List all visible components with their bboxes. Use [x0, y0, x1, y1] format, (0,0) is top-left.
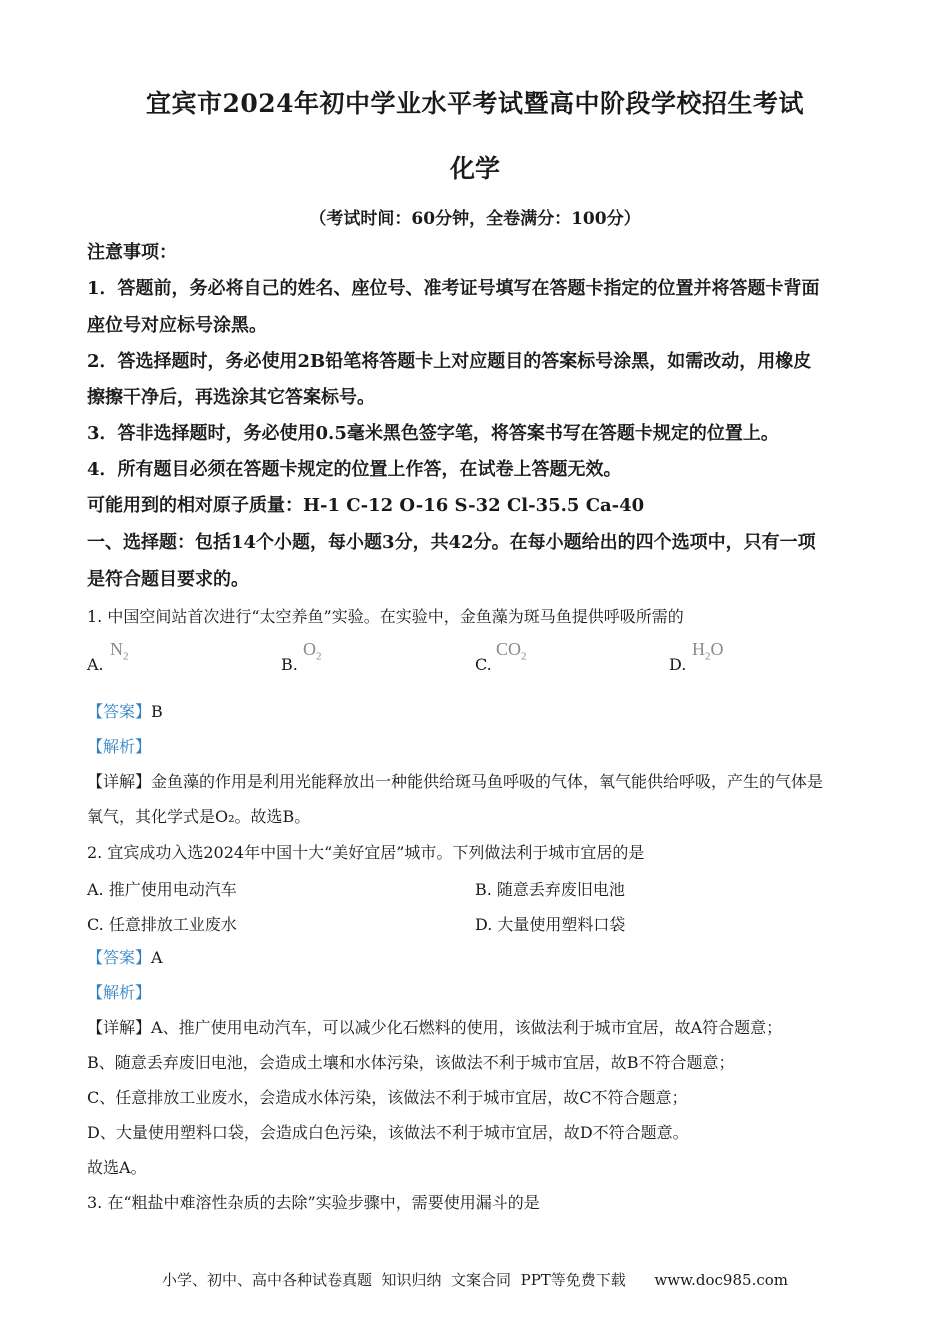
detail-tag: 【详解】 — [87, 1018, 152, 1037]
option-letter: B. — [281, 655, 298, 674]
answer-line — [87, 701, 877, 723]
note-line: 2．答选择题时，务必使用2B铅笔将答题卡上对应题目的答案标号涂黑，如需改动，用橡皮 — [87, 351, 812, 372]
detail-line: D、大量使用塑料口袋，会造成白色污染，该做法不利于城市宜居，故D不符合题意。 — [87, 1123, 689, 1142]
section-heading: 是符合题目要求的。 — [87, 569, 249, 590]
option-letter: D. — [669, 655, 687, 674]
answer-tag: 【答案】 — [87, 702, 152, 721]
option-formula: $O_2$ — [303, 639, 322, 663]
detail-line: B、随意丢弃废旧电池，会造成土壤和水体污染，该做法不利于城市宜居，故B不符合题意； — [87, 1053, 735, 1072]
option-text: D. 大量使用塑料口袋 — [475, 915, 626, 934]
option-letter: C. — [475, 655, 492, 674]
exam-info: （考试时间：60分钟，全卷满分：100分） — [309, 209, 641, 229]
note-line: 3．答非选择题时，务必使用0.5毫米黑色签字笔，将答案书写在答题卡规定的位置上。 — [87, 423, 779, 444]
analysis-tag: 【解析】 — [87, 983, 152, 1002]
question-stem: 2. 宜宾成功入选2024年中国十大“美好宜居”城市。下列做法利于城市宜居的是 — [87, 843, 645, 862]
answer-tag: 【答案】 — [87, 948, 152, 967]
option-text: B. 随意丢弃废旧电池 — [475, 880, 625, 899]
option-formula: $H_2O$ — [692, 639, 724, 663]
note-line: 擦擦干净后，再选涂其它答案标号。 — [87, 387, 375, 408]
note-line: 1．答题前，务必将自己的姓名、座位号、准考证号填写在答题卡指定的位置并将答题卡背面 — [87, 278, 820, 299]
notes-heading: 注意事项： — [87, 242, 177, 263]
exam-title: 宜宾市2024年初中学业水平考试暨高中阶段学校招生考试 — [145, 89, 805, 118]
question-stem: 3. 在“粗盐中难溶性杂质的去除”实验步骤中，需要使用漏斗的是 — [87, 1193, 540, 1212]
answer-line — [87, 947, 877, 969]
option-text: A. 推广使用电动汽车 — [87, 880, 237, 899]
note-line: 4．所有题目必须在答题卡规定的位置上作答，在试卷上答题无效。 — [87, 459, 622, 480]
detail-line: 【详解】金鱼藻的作用是利用光能释放出一种能供给斑马鱼呼吸的气体，氧气能供给呼吸，产生的气体是 — [87, 772, 824, 791]
atomic-masses: 可能用到的相对原子质量：H-1 C-12 O-16 S-32 Cl-35.5 Ca-40 — [87, 495, 645, 516]
subject-title: 化学 — [449, 154, 500, 183]
answer-value: B — [151, 702, 163, 721]
note-line: 座位号对应标号涂黑。 — [87, 315, 267, 336]
question-stem: 1. 中国空间站首次进行“太空养鱼”实验。在实验中，金鱼藻为斑马鱼提供呼吸所需的 — [87, 607, 684, 626]
detail-line: 氧气，其化学式是O₂。故选B。 — [87, 807, 311, 826]
detail-line: 【详解】A、推广使用电动汽车，可以减少化石燃料的使用，该做法利于城市宜居，故A符合题意； — [87, 1018, 783, 1037]
option-letter: A. — [87, 655, 104, 674]
option-formula: $N_2$ — [110, 639, 129, 663]
detail-tag: 【详解】 — [87, 772, 152, 791]
analysis-tag: 【解析】 — [87, 737, 152, 756]
section-heading: 一、选择题：包括14个小题，每小题3分，共42分。在每小题给出的四个选项中，只有一项 — [87, 532, 816, 553]
detail-line: 故选A。 — [87, 1158, 147, 1177]
option-text: C. 任意排放工业废水 — [87, 915, 237, 934]
detail-line: C、任意排放工业废水，会造成水体污染，该做法不利于城市宜居，故C不符合题意； — [87, 1088, 688, 1107]
answer-value: A — [151, 948, 163, 967]
page-footer: 小学、初中、高中各种试卷真题 知识归纳 文案合同 PPT等免费下载 www.doc985.com — [161, 1271, 788, 1289]
option-formula: $CO_2$ — [496, 639, 527, 663]
